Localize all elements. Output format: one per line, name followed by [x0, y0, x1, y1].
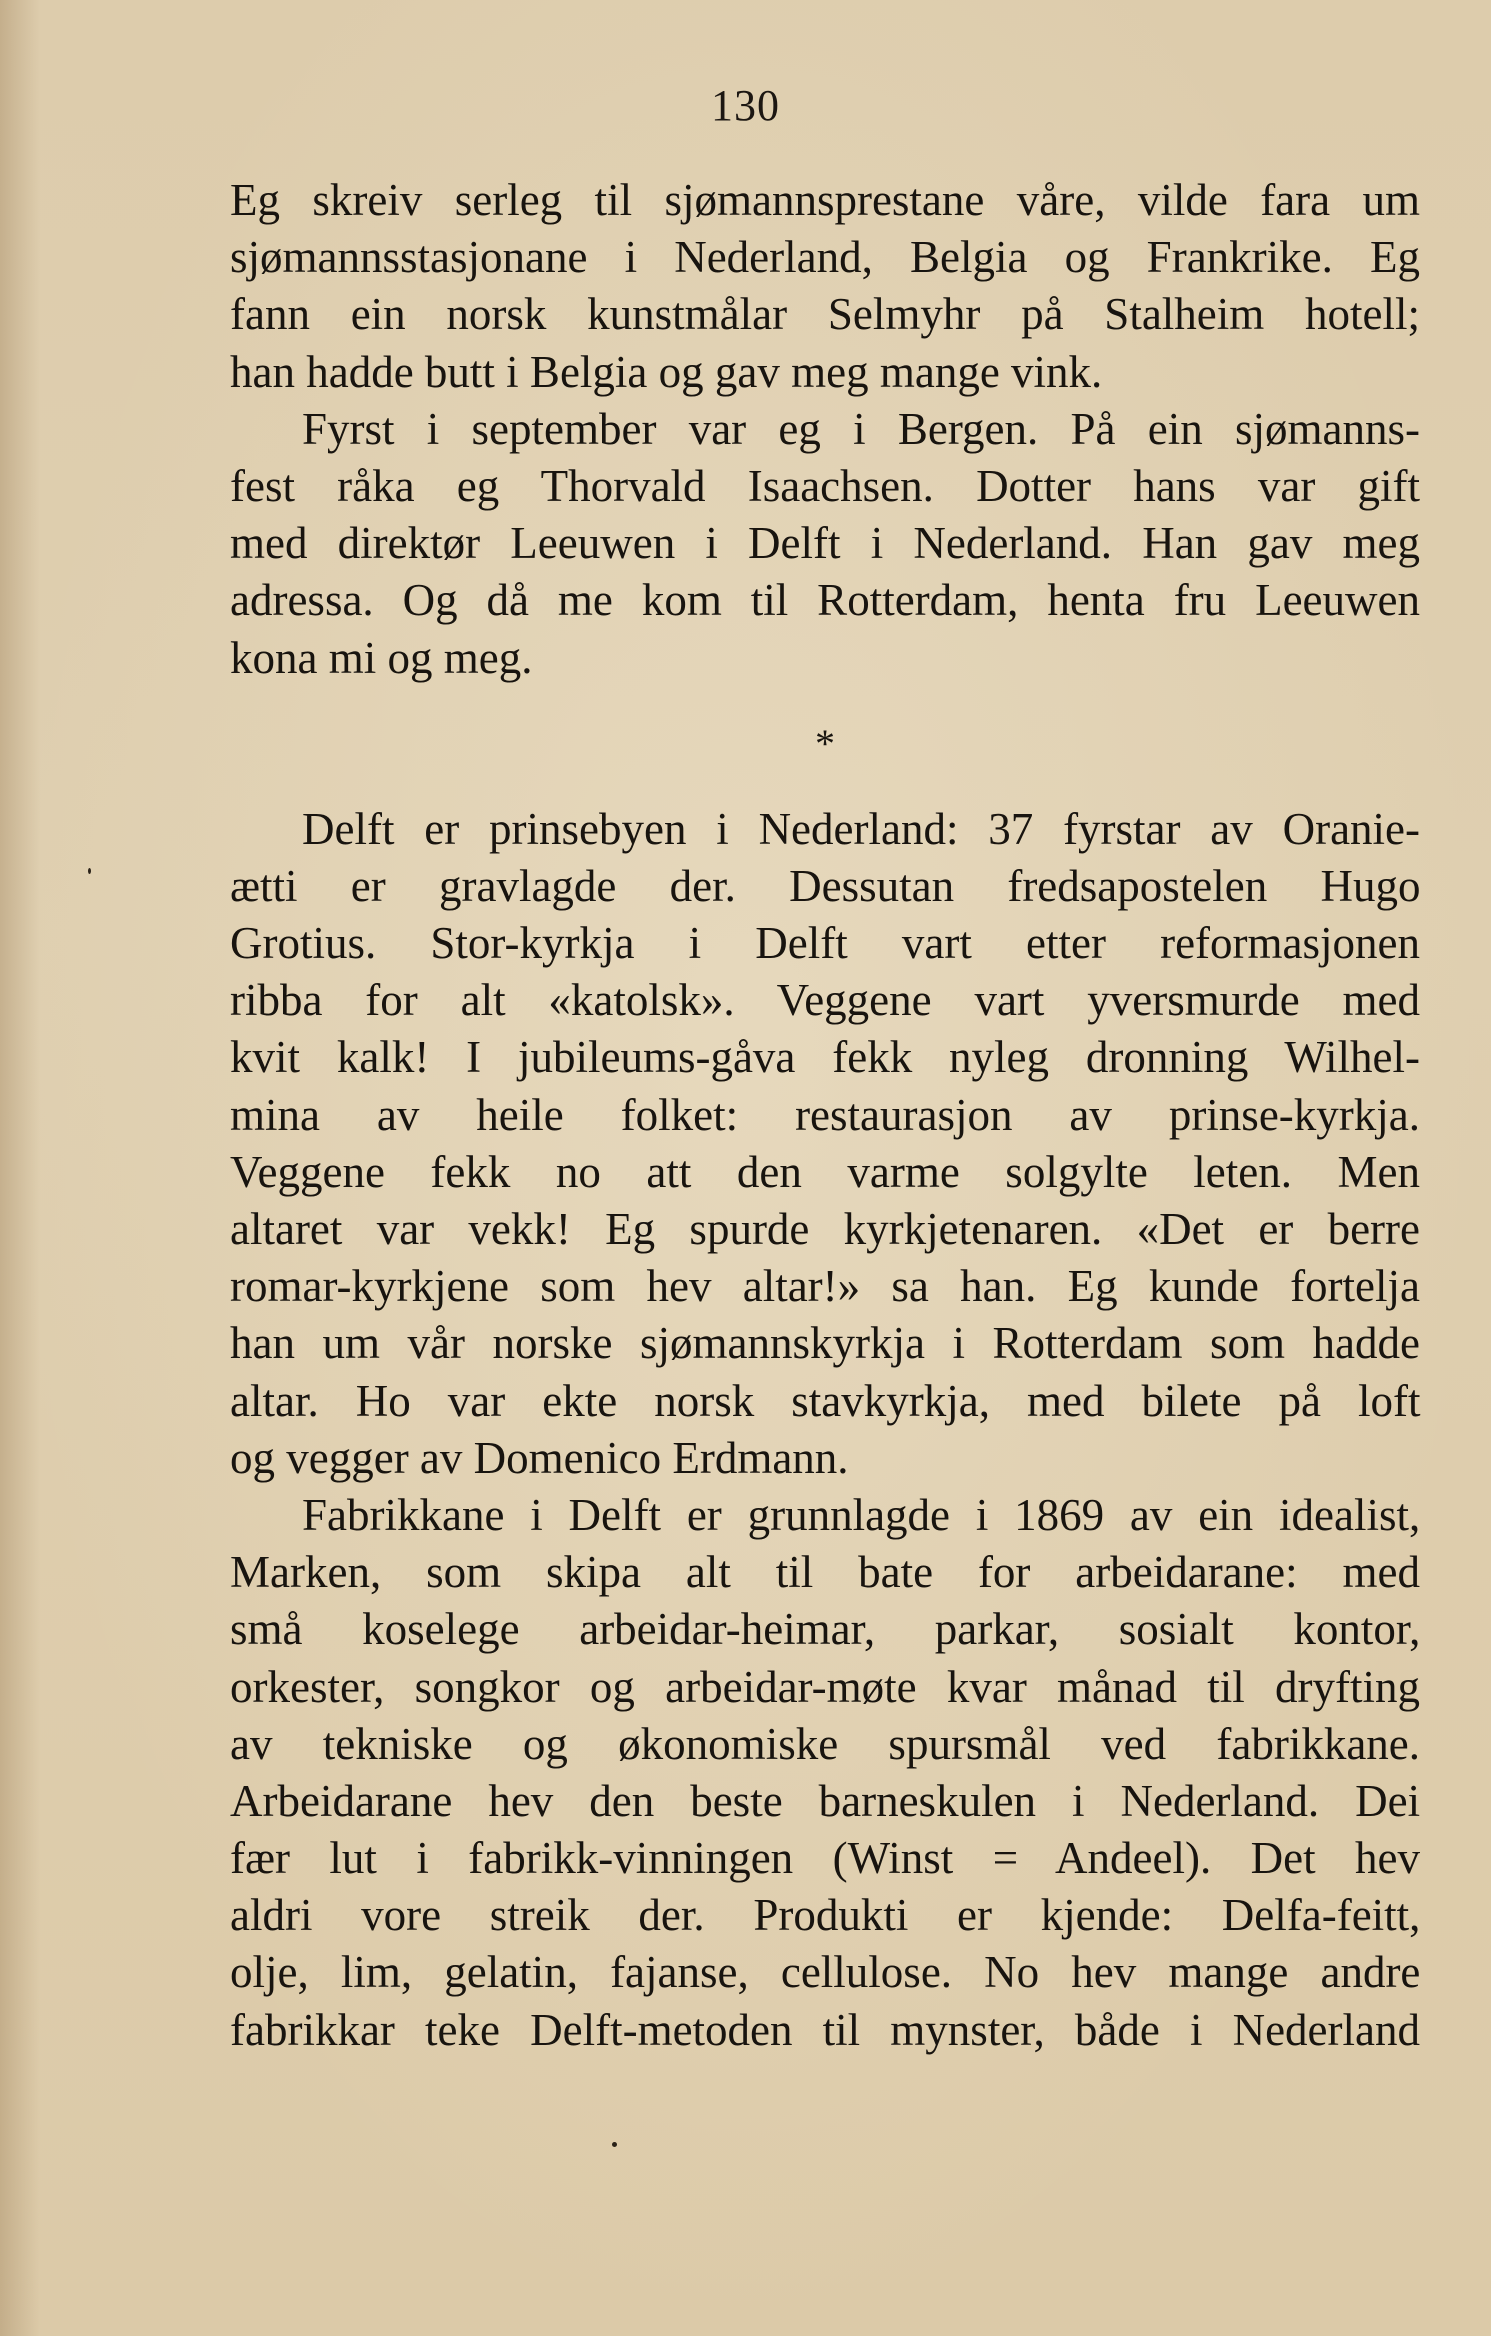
paper-speck — [88, 868, 91, 874]
text-line: adressa. Og då me kom til Rotterdam, henta fru Leeuwen — [230, 575, 1420, 626]
text-line: Grotius. Stor-kyrkja i Delft vart etter reformasjonen — [230, 918, 1420, 969]
text-line: med direktør Leeuwen i Delft i Nederland. Han gav meg — [230, 518, 1420, 569]
text-line: altar. Ho var ekte norsk stavkyrkja, med bilete på loft — [230, 1375, 1421, 1426]
text-line: mina av heile folket: restaurasjon av prinse-kyrkja. — [230, 1089, 1420, 1140]
text-line: sjømannsstasjonane i Nederland, Belgia og Frankrike. Eg — [230, 232, 1420, 283]
text-line: ætti er gravlagde der. Dessutan fredsapostelen Hugo — [230, 860, 1421, 911]
text-line: Arbeidarane hev den beste barneskulen i Nederland. Dei — [230, 1775, 1421, 1826]
text-line: Fyrst i september var eg i Bergen. På ein sjømanns- — [302, 403, 1420, 454]
text-line: fann ein norsk kunstmålar Selmyhr på Stalheim hotell; — [230, 289, 1420, 340]
text-line: kona mi og meg. — [230, 632, 533, 683]
text-line: han hadde butt i Belgia og gav meg mange vink. — [230, 346, 1103, 397]
paragraph-4 — [230, 1487, 1420, 2059]
section-separator: * — [815, 720, 835, 766]
text-line: Delft er prinsebyen i Nederland: 37 fyrstar av Oranie- — [302, 803, 1420, 854]
text-line: han um vår norske sjømannskyrkja i Rotterdam som hadde — [230, 1318, 1420, 1369]
text-line: Fabrikkane i Delft er grunnlagde i 1869 av ein idealist, — [302, 1489, 1421, 1540]
paper-speck — [612, 2142, 617, 2147]
text-line: fær lut i fabrikk-vinningen (Winst = Andeel). Det hev — [230, 1833, 1420, 1884]
paragraph-2 — [230, 401, 1420, 687]
text-line: Eg skreiv serleg til sjømannsprestane våre, vilde fara um — [230, 175, 1420, 225]
text-line: ribba for alt «katolsk». Veggene vart yversmurde med — [230, 975, 1420, 1026]
text-line: romar-kyrkjene som hev altar!» sa han. Eg kunde fortelja — [230, 1261, 1420, 1312]
text-line: fabrikkar teke Delft-metoden til mynster, både i Nederland — [230, 2004, 1420, 2055]
text-line: Marken, som skipa alt til bate for arbeidarane: med — [230, 1547, 1420, 1598]
text-line: små koselege arbeidar-heimar, parkar, sosialt kontor, — [230, 1604, 1421, 1655]
text-line: kvit kalk! I jubileums-gåva fekk nyleg dronning Wilhel- — [230, 1032, 1420, 1083]
text-line: Veggene fekk no att den varme solgylte leten. Men — [230, 1146, 1420, 1197]
text-line: aldri vore streik der. Produkti er kjende: Delfa-feitt, — [230, 1890, 1421, 1941]
text-line: og vegger av Domenico Erdmann. — [230, 1432, 849, 1483]
text-line: olje, lim, gelatin, fajanse, cellulose. No hev mange andre — [230, 1947, 1421, 1998]
paragraph-1 — [230, 172, 1420, 401]
text-line: fest råka eg Thorvald Isaachsen. Dotter hans var gift — [230, 460, 1420, 511]
text-line: altaret var vekk! Eg spurde kyrkjetenaren. «Det er berre — [230, 1204, 1420, 1254]
text-line: orkester, songkor og arbeidar-møte kvar månad til dryfting — [230, 1661, 1420, 1712]
text-line: av tekniske og økonomiske spursmål ved fabrikkane. — [230, 1718, 1421, 1769]
body-text — [230, 172, 1420, 2059]
paragraph-3 — [230, 801, 1420, 1487]
page-number: 130 — [711, 81, 780, 130]
